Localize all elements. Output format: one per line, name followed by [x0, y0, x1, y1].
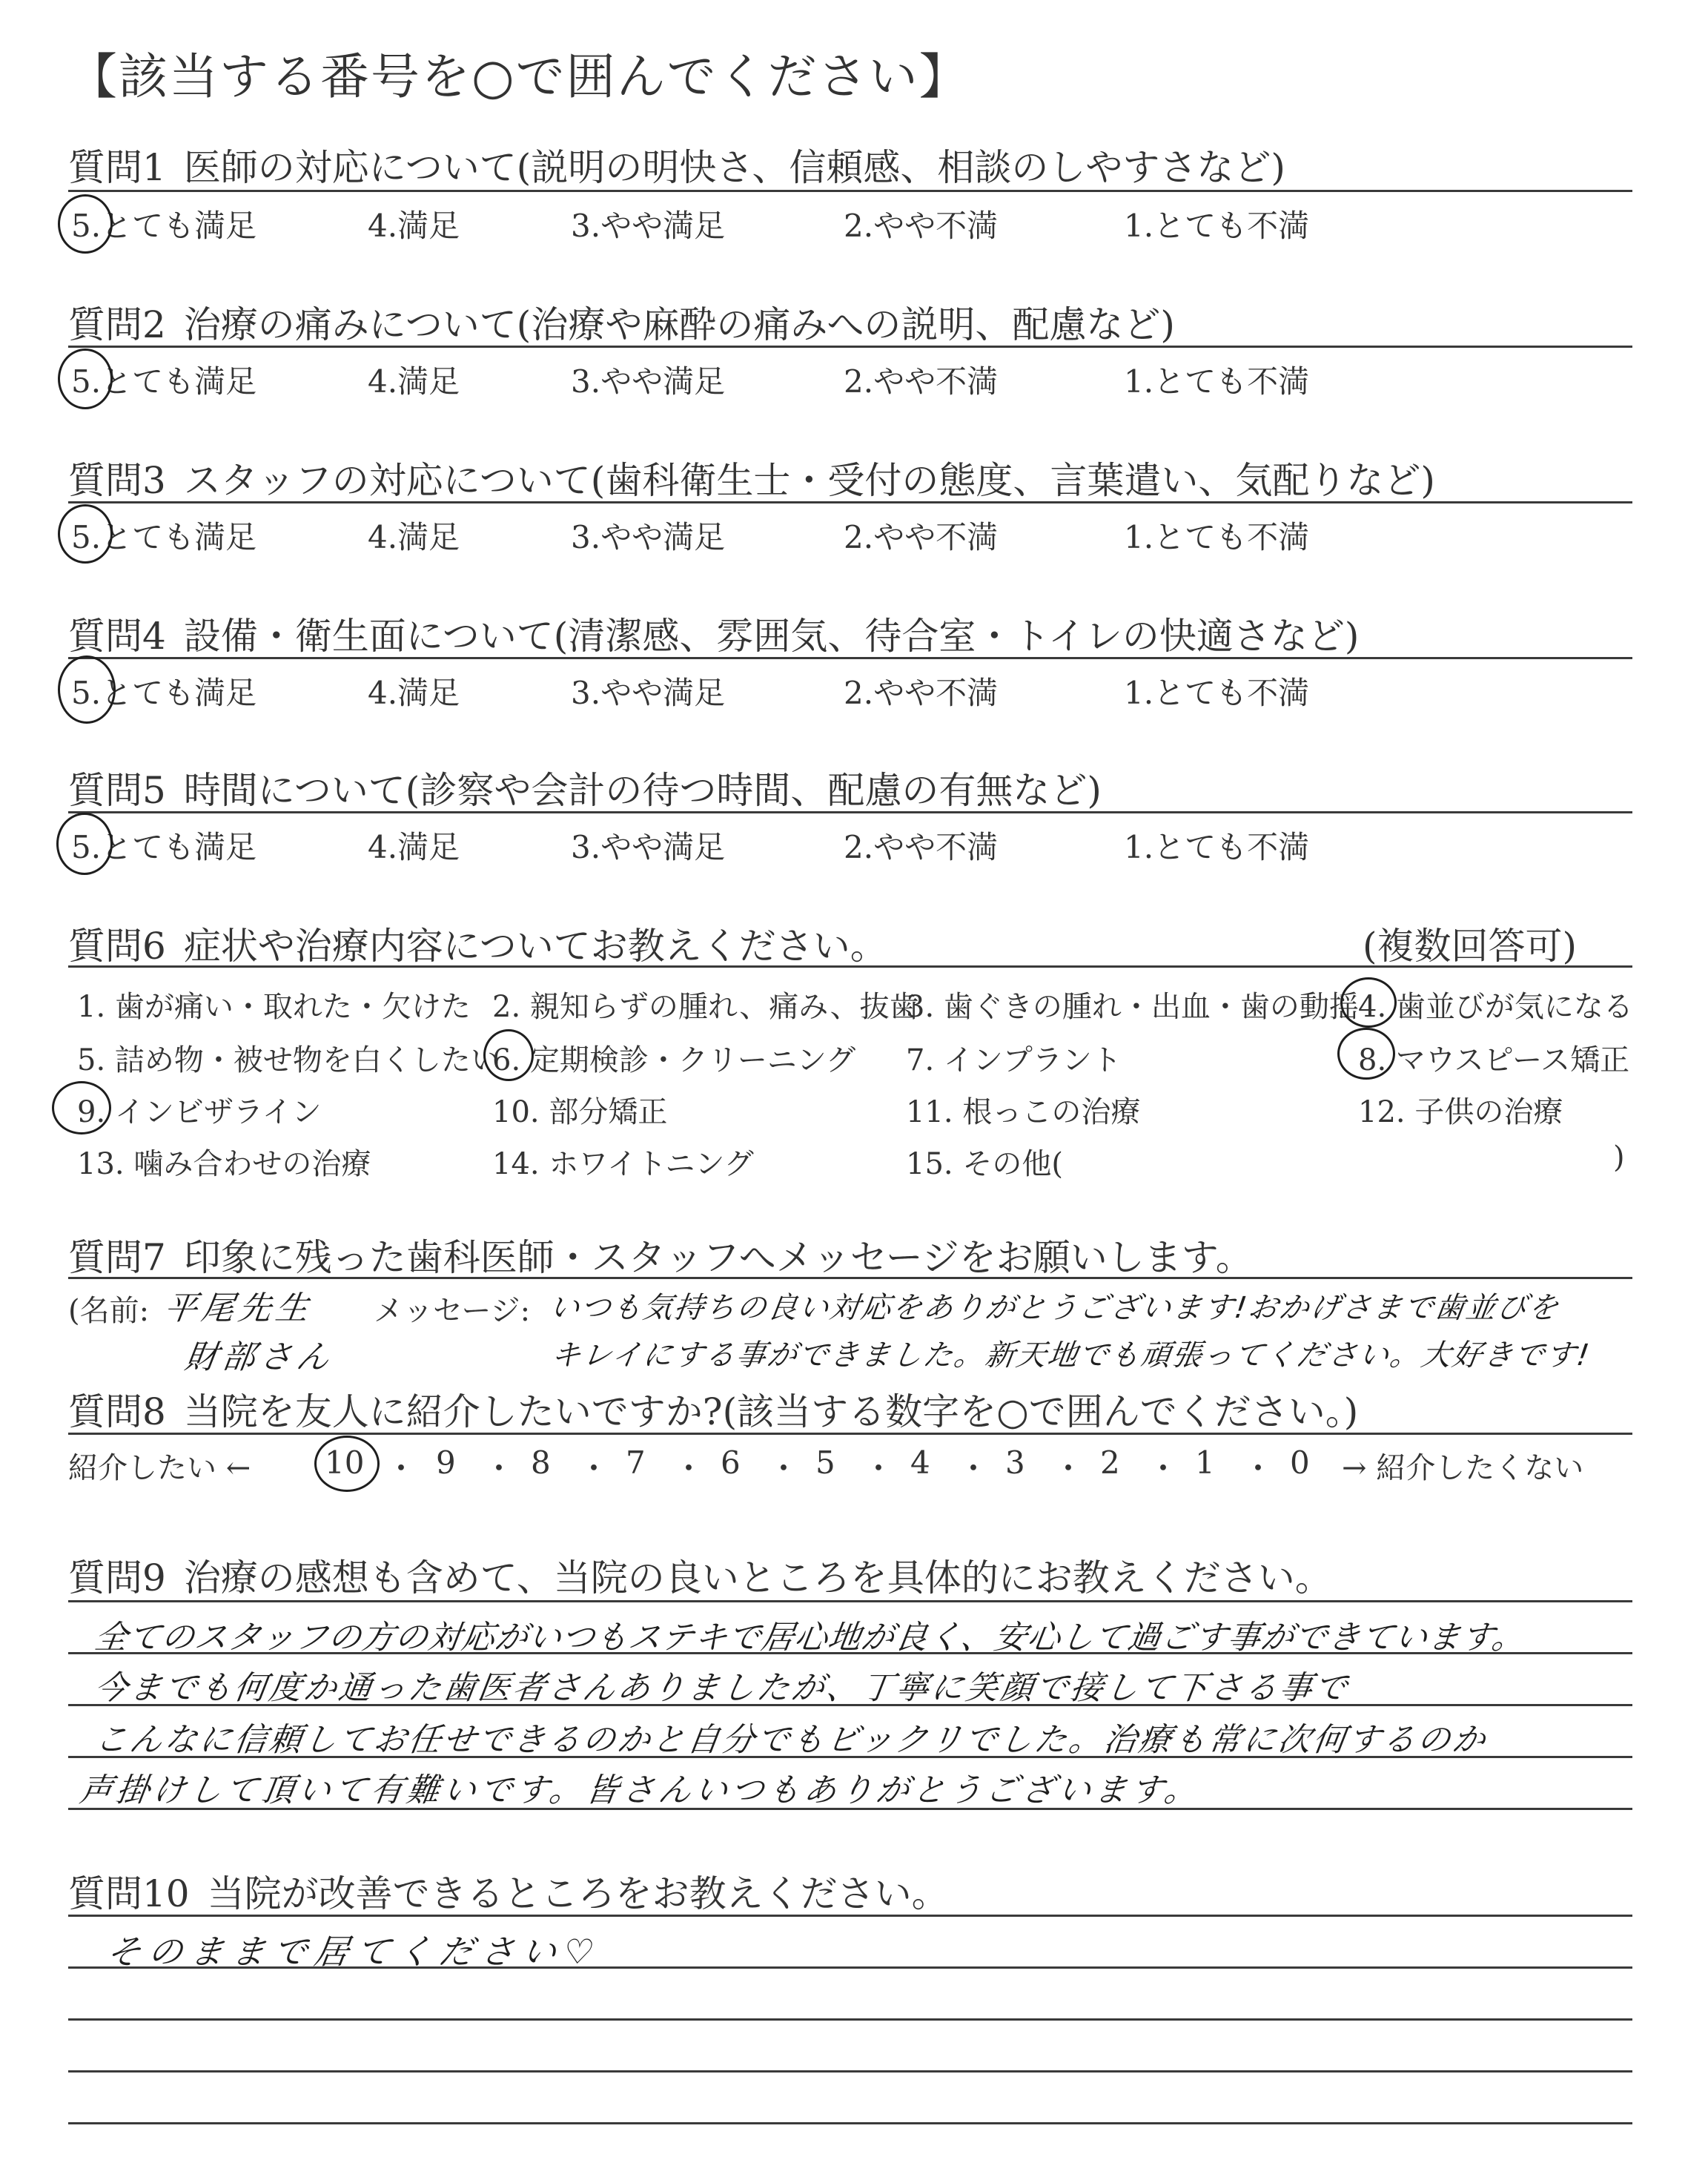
q2-selection-circle	[58, 349, 113, 409]
q7-label: 質問7	[68, 1236, 166, 1279]
q3-option-4[interactable]: 4.満足	[368, 519, 460, 555]
q8-text: 当院を友人に紹介したいですか?(該当する数字を○で囲んでください。)	[183, 1390, 1359, 1433]
q4-option-1[interactable]: 1.とても不満	[1124, 675, 1310, 711]
q3-option-1[interactable]: 1.とても不満	[1124, 519, 1310, 555]
q5-label: 質問5	[68, 769, 166, 812]
q7-message-line-2[interactable]: キレイにする事ができました。新天地でも頑張ってください。大好きです!	[549, 1338, 1593, 1373]
q10-answer-line-1[interactable]: そのままで居てください♡	[104, 1932, 605, 1972]
q2-option-3[interactable]: 3.やや満足	[571, 363, 726, 400]
q6-item-12[interactable]: 12. 子供の治療	[1358, 1095, 1563, 1129]
q6-item-3[interactable]: 3. 歯ぐきの腫れ・出血・歯の動揺	[906, 990, 1359, 1024]
q3-text: スタッフの対応について(歯科衛生士・受付の態度、言葉遣い、気配りなど)	[183, 459, 1435, 502]
q8-rule	[68, 1433, 1632, 1435]
q6-item-14[interactable]: 14. ホワイトニング	[492, 1147, 754, 1181]
q3-title	[68, 451, 1435, 504]
q3-option-3[interactable]: 3.やや満足	[571, 519, 726, 555]
q8-scale-3[interactable]: 3	[1005, 1444, 1025, 1481]
q9-title	[68, 1548, 1332, 1602]
q3-rule	[68, 501, 1632, 503]
q1-selection-circle	[58, 194, 113, 254]
q8-scale-separator: ・	[958, 1450, 990, 1487]
q8-scale-separator: ・	[673, 1450, 705, 1487]
q1-option-1[interactable]: 1.とても不満	[1124, 208, 1310, 244]
q6-selection-circle-9	[52, 1081, 111, 1135]
q2-text: 治療の痛みについて(治療や麻酔の痛みへの説明、配慮など)	[183, 303, 1175, 346]
q8-scale-separator: ・	[483, 1450, 515, 1487]
q10-rule-5	[68, 2122, 1632, 2124]
q6-label: 質問6	[68, 925, 166, 968]
q6-item-13[interactable]: 13. 噛み合わせの治療	[77, 1147, 371, 1181]
q7-name-label: (名前:	[68, 1294, 150, 1328]
q6-item-11[interactable]: 11. 根っこの治療	[906, 1095, 1141, 1129]
q10-rule-1	[68, 1915, 1632, 1917]
q9-answer-line-4[interactable]: 声掛けして頂いて有難いです。皆さんいつもありがとうございます。	[77, 1771, 1204, 1809]
q6-selection-circle-4	[1340, 977, 1397, 1028]
q4-option-4[interactable]: 4.満足	[368, 675, 460, 711]
q5-option-1[interactable]: 1.とても不満	[1124, 829, 1310, 865]
q10-title	[68, 1864, 949, 1918]
q6-note: (複数回答可)	[1363, 925, 1578, 968]
q6-item-1[interactable]: 1. 歯が痛い・取れた・欠けた	[77, 990, 471, 1024]
q3-label: 質問3	[68, 459, 166, 502]
q7-name-2[interactable]: 財部さん	[182, 1338, 337, 1376]
q10-text: 当院が改善できるところをお教えください。	[207, 1872, 949, 1915]
q8-scale-separator: ・	[863, 1450, 895, 1487]
q3-selection-circle	[58, 504, 113, 564]
q6-item-8[interactable]: 8. マウスピース矯正	[1358, 1043, 1630, 1077]
q10-rule-4	[68, 2070, 1632, 2073]
q1-rule	[68, 190, 1632, 192]
q6-item-7[interactable]: 7. インプラント	[906, 1043, 1122, 1077]
q5-option-3[interactable]: 3.やや満足	[571, 829, 726, 865]
q5-option-2[interactable]: 2.やや不満	[844, 829, 999, 865]
q8-right-label: → 紹介したくない	[1342, 1451, 1584, 1485]
q6-item-6[interactable]: 6. 定期検診・クリーニング	[492, 1043, 856, 1077]
q7-message-label: メッセージ:	[374, 1294, 531, 1328]
q8-scale-separator: ・	[1053, 1450, 1085, 1487]
q9-answer-line-3[interactable]: こんなに信頼してお任せできるのかと自分でもビックリでした。治療も常に次何するのか	[92, 1721, 1490, 1759]
q4-text: 設備・衛生面について(清潔感、雰囲気、待合室・トイレの快適さなど)	[183, 615, 1360, 658]
q6-item-10[interactable]: 10. 部分矯正	[492, 1095, 668, 1129]
q8-scale-separator: ・	[385, 1450, 417, 1487]
q6-item-2[interactable]: 2. 親知らずの腫れ、痛み、抜歯	[492, 990, 919, 1024]
q6-item-4[interactable]: 4. 歯並びが気になる	[1358, 990, 1633, 1024]
q8-scale-10[interactable]: 10	[325, 1444, 365, 1481]
q5-selection-circle	[56, 813, 113, 875]
q7-title	[68, 1228, 1253, 1281]
q1-label: 質問1	[68, 146, 166, 189]
q2-option-4[interactable]: 4.満足	[368, 363, 460, 400]
q8-scale-separator: ・	[578, 1450, 610, 1487]
q2-option-1[interactable]: 1.とても不満	[1124, 363, 1310, 400]
q5-option-4[interactable]: 4.満足	[368, 829, 460, 865]
q6-title	[68, 916, 887, 970]
q8-scale-9[interactable]: 9	[436, 1444, 456, 1481]
q8-left-label: 紹介したい ←	[68, 1451, 251, 1485]
q5-title	[68, 761, 1102, 814]
q1-option-4[interactable]: 4.満足	[368, 208, 460, 244]
q8-scale-separator: ・	[1148, 1450, 1179, 1487]
q1-text: 医師の対応について(説明の明快さ、信頼感、相談のしやすさなど)	[183, 146, 1285, 189]
q6-rule	[68, 965, 1632, 968]
q10-rule-3	[68, 2018, 1632, 2021]
q6-item-15-close: )	[1613, 1140, 1625, 1175]
q8-scale-separator: ・	[768, 1450, 800, 1487]
q4-title	[68, 607, 1359, 660]
q8-label: 質問8	[68, 1390, 166, 1433]
q7-text: 印象に残った歯科医師・スタッフへメッセージをお願いします。	[183, 1236, 1253, 1279]
q9-answer-line-1[interactable]: 全てのスタッフの方の対応がいつもステキで居心地が良く、安心して過ごす事ができています。	[92, 1619, 1529, 1657]
q9-text: 治療の感想も含めて、当院の良いところを具体的にお教えください。	[183, 1556, 1332, 1599]
q8-scale-7[interactable]: 7	[626, 1444, 646, 1481]
q1-title	[68, 138, 1285, 191]
instruction-header: 【該当する番号を○で囲んでください】	[68, 48, 970, 105]
q6-text: 症状や治療内容についてお教えください。	[183, 925, 887, 968]
q2-rule	[68, 346, 1632, 348]
q9-rule-1	[68, 1600, 1632, 1602]
q9-answer-line-2[interactable]: 今までも何度か通った歯医者さんありましたが、丁寧に笑顔で接して下さる事で	[92, 1669, 1352, 1707]
q8-scale-5[interactable]: 5	[815, 1444, 835, 1481]
q4-label: 質問4	[68, 615, 166, 658]
q8-scale-6[interactable]: 6	[721, 1444, 741, 1481]
q8-scale-8[interactable]: 8	[531, 1444, 551, 1481]
q8-scale-2[interactable]: 2	[1100, 1444, 1120, 1481]
q4-selection-circle	[58, 655, 116, 724]
q6-item-15[interactable]: 15. その他(	[906, 1147, 1063, 1181]
q9-label: 質問9	[68, 1556, 166, 1599]
q1-option-5[interactable]: 5.とても満足	[71, 208, 257, 244]
q4-option-3[interactable]: 3.やや満足	[571, 675, 726, 711]
q7-rule	[68, 1277, 1632, 1279]
q4-rule	[68, 657, 1632, 659]
q8-scale-1[interactable]: 1	[1195, 1444, 1215, 1481]
q1-option-2[interactable]: 2.やや不満	[844, 208, 999, 244]
q3-option-2[interactable]: 2.やや不満	[844, 519, 999, 555]
q4-option-2[interactable]: 2.やや不満	[844, 675, 999, 711]
q6-item-9[interactable]: 9. インビザライン	[77, 1095, 322, 1129]
q10-label: 質問10	[68, 1872, 190, 1915]
q8-selection-circle	[314, 1436, 380, 1492]
q2-label: 質問2	[68, 303, 166, 346]
q4-option-5[interactable]: 5.とても満足	[71, 675, 257, 711]
q8-scale-separator: ・	[1242, 1450, 1274, 1487]
q6-selection-circle-6	[483, 1029, 534, 1081]
q2-option-2[interactable]: 2.やや不満	[844, 363, 999, 400]
q8-title	[68, 1382, 1358, 1436]
q3-option-5[interactable]: 5.とても満足	[71, 519, 257, 555]
q5-text: 時間について(診察や会計の待つ時間、配慮の有無など)	[183, 769, 1102, 812]
q8-scale-4[interactable]: 4	[910, 1444, 930, 1481]
q2-option-5[interactable]: 5.とても満足	[71, 363, 257, 400]
q8-scale-0[interactable]: 0	[1290, 1444, 1310, 1481]
q6-item-5[interactable]: 5. 詰め物・被せ物を白くしたい	[77, 1043, 500, 1077]
q6-selection-circle-8	[1337, 1028, 1395, 1080]
q1-option-3[interactable]: 3.やや満足	[571, 208, 726, 244]
q2-title	[68, 295, 1175, 349]
q7-message-line-1[interactable]: いつも気持ちの良い対応をありがとうございます!おかげさまで歯並びを	[547, 1291, 1562, 1325]
q7-name-1[interactable]: 平尾先生	[162, 1289, 316, 1327]
q5-option-5[interactable]: 5.とても満足	[71, 829, 257, 865]
q5-rule	[68, 811, 1632, 813]
